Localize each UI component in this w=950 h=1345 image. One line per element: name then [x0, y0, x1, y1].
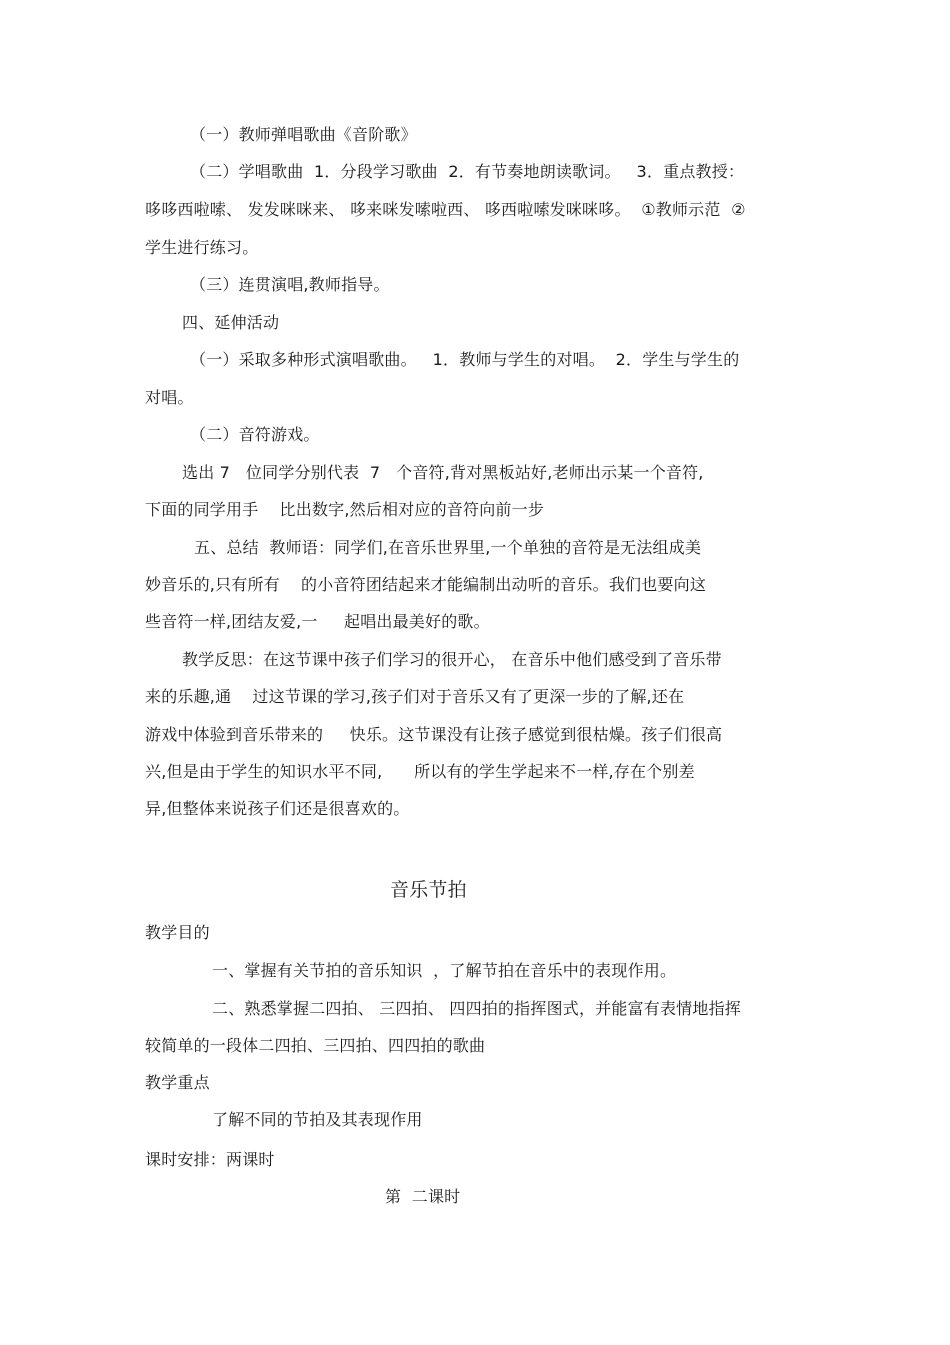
text-line: （一）教师弹唱歌曲《音阶歌》: [190, 125, 417, 144]
lesson-period-heading: 第 二课时: [385, 1187, 461, 1206]
text-line: 课时安排：两课时: [145, 1150, 275, 1169]
text-line: （二）音符游戏。: [190, 425, 320, 444]
text-line: 五、总结 教师语：同学们,在音乐世界里,一个单独的音符是无法组成美: [194, 538, 702, 557]
text-line: 异,但整体来说孩子们还是很喜欢的。: [145, 799, 410, 818]
text-line: （一）采取多种形式演唱歌曲。 1．教师与学生的对唱。 2．学生与学生的: [190, 350, 740, 369]
text-line: 学生进行练习。: [145, 238, 259, 257]
section-heading: 四、延伸活动: [182, 313, 280, 332]
text-line: （三）连贯演唱,教师指导。: [190, 275, 390, 294]
text-line: 较简单的一段体二四拍、三四拍、四四拍的歌曲: [145, 1036, 486, 1055]
text-line: 选出 7 位同学分别代表 7 个音符,背对黑板站好,老师出示某一个音符,: [182, 463, 704, 482]
section-heading: 教学目的: [145, 923, 210, 942]
text-line: 来的乐趣,通 过这节课的学习,孩子们对于音乐又有了更深一步的了解,还在: [145, 687, 685, 706]
text-line: 对唱。: [145, 388, 194, 407]
text-line: 教学反思：在这节课中孩子们学习的很开心， 在音乐中他们感受到了音乐带: [182, 650, 722, 669]
text-line: 哆哆西啦嗦、 发发咪咪来、 哆来咪发嗦啦西、 哆西啦嗦发咪咪哆。 ①教师示范 ②: [145, 200, 746, 219]
text-line: 一、掌握有关节拍的音乐知识 ，了解节拍在音乐中的表现作用。: [212, 961, 677, 980]
text-line: （二）学唱歌曲 1．分段学习歌曲 2．有节奏地朗读歌词。 3．重点教授：: [190, 162, 745, 181]
section-heading: 教学重点: [145, 1073, 210, 1092]
text-line: 了解不同的节拍及其表现作用: [212, 1110, 423, 1129]
text-line: 二、熟悉掌握二四拍、 三四拍、 四四拍的指挥图式，并能富有表情地指挥: [212, 999, 741, 1018]
text-line: 些音符一样,团结友爱,一 起唱出最美好的歌。: [145, 612, 490, 631]
text-line: 兴,但是由于学生的知识水平不同, 所以有的学生学起来不一样,存在个别差: [145, 762, 695, 781]
text-line: 下面的同学用手 比出数字,然后相对应的音符向前一步: [145, 500, 545, 519]
text-line: 妙音乐的,只有所有 的小音符团结起来才能编制出动听的音乐。我们也要向这: [145, 575, 707, 594]
text-line: 游戏中体验到音乐带来的 快乐。这节课没有让孩子感觉到很枯燥。孩子们很高: [145, 725, 723, 744]
lesson-title: 音乐节拍: [390, 879, 467, 901]
